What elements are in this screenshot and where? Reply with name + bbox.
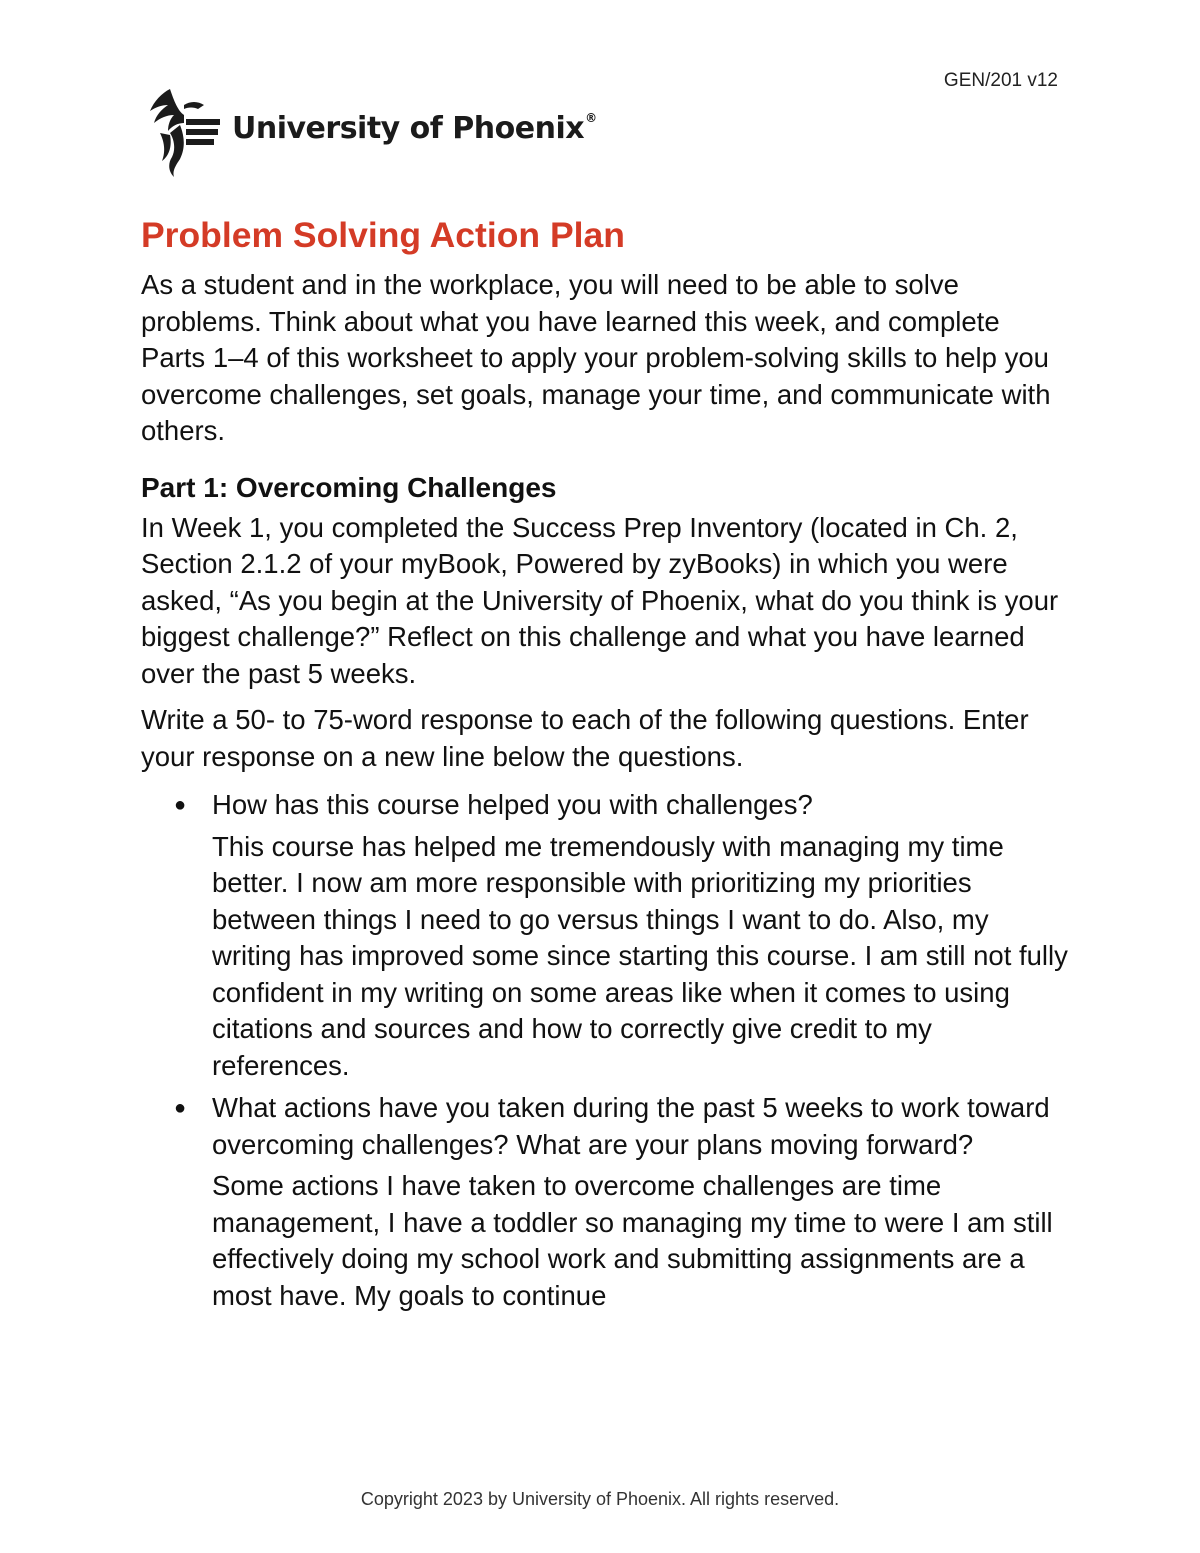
registered-mark: ® — [585, 110, 597, 125]
part1-paragraph-1: In Week 1, you completed the Success Prep Inventory (located in Ch. 2, Section 2.1.2 of your myBook, Powered by zyBooks) in which you were asked, “As you begin at the University of Phoenix, what do you think is your biggest challenge?” Reflect on this challenge and what you have learned over the past 5 weeks. — [141, 511, 1059, 689]
answer-text[interactable]: This course has helped me tremendously with managing my time better. I now am more responsible with prioritizing my priorities between things I need to go versus things I want to do. Also, my writing has improved some since starting this course. I am still not fully confident in my writing on some areas like when it comes to using citations and sources and how to correctly give credit to my references. — [212, 830, 1068, 1081]
logo-wordmark — [232, 111, 597, 146]
list-item — [141, 1090, 1071, 1314]
question-text: What actions have you taken during the past 5 weeks to work toward overcoming challenges? What are your plans moving forward? — [212, 1092, 1050, 1160]
intro-paragraph: As a student and in the workplace, you will need to be able to solve problems. Think about what you have learned this week, and complete Parts 1–4 of this worksheet to apply your problem-solving skills to help you overcome challenges, set goals, manage your time, and communicate with others. — [141, 269, 1051, 446]
answer-text[interactable]: Some actions I have taken to overcome challenges are time management, I have a toddler so managing my time to were I am still effectively doing my school work and submitting assignments are a most have. My goals to continue — [212, 1170, 1053, 1311]
question-text: How has this course helped you with challenges? — [212, 789, 813, 820]
question-list — [141, 787, 1071, 1314]
university-logo — [140, 85, 597, 177]
phoenix-icon — [140, 85, 224, 177]
page-title: Problem Solving Action Plan — [141, 215, 625, 255]
list-item — [141, 787, 1071, 1084]
part1-heading: Part 1: Overcoming Challenges — [141, 471, 557, 503]
document-body — [141, 213, 1071, 1320]
bullet-icon: ● — [174, 1097, 187, 1119]
copyright-footer: Copyright 2023 by University of Phoenix. All rights reserved. — [360, 1489, 840, 1509]
bullet-icon: ● — [174, 794, 187, 816]
part1-paragraph-2: Write a 50- to 75-word response to each of the following questions. Enter your response on a new line below the questions. — [141, 704, 1029, 772]
document-id: GEN/201 v12 — [943, 70, 1058, 91]
logo-text: University of Phoenix — [232, 110, 585, 146]
